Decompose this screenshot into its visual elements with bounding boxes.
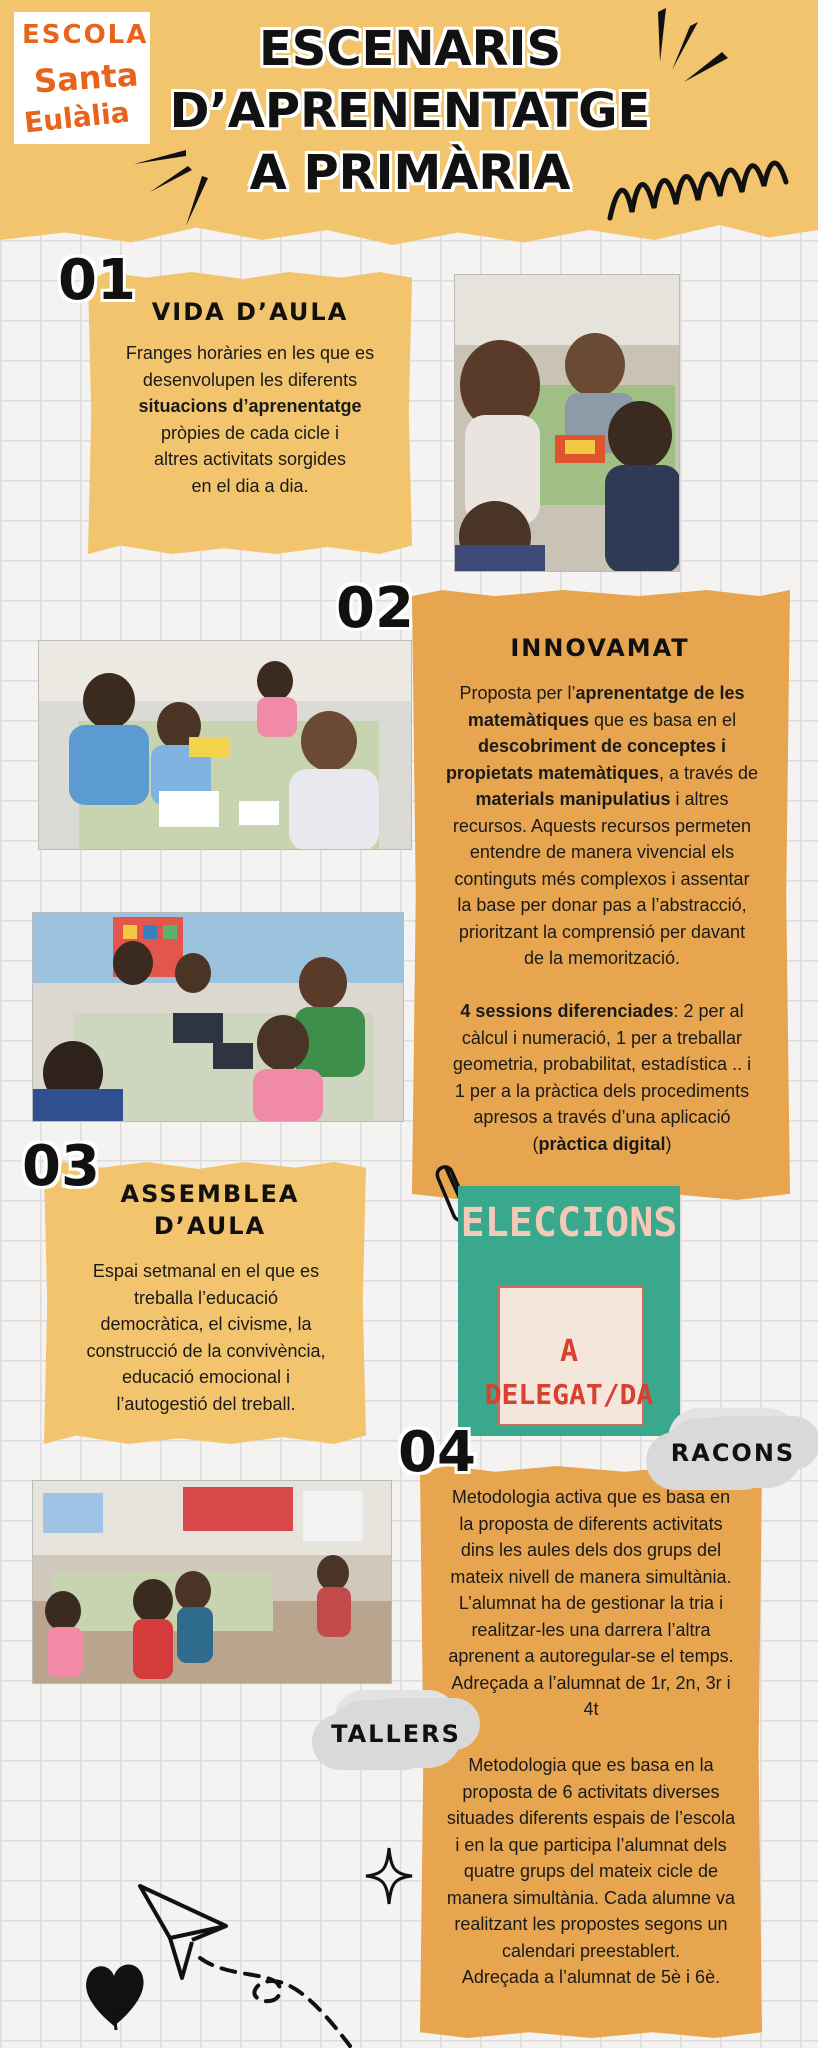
text-line: Adreçada a l’alumnat de 5è i 6è. xyxy=(461,1967,721,1987)
text-line: proposta de 6 activitats diverses xyxy=(462,1781,720,1802)
section-number-02: 02 xyxy=(336,576,414,641)
logo-line-1: ESCOLA xyxy=(22,20,149,50)
text-line xyxy=(424,680,780,707)
paper-plane-icon xyxy=(130,1880,370,2048)
text-span: , a través de xyxy=(659,762,759,783)
text-span-bold: propietats matemàtiques xyxy=(445,762,659,783)
text-line: apresos a través d’una aplicació xyxy=(473,1107,731,1127)
spark-lines-icon xyxy=(650,6,740,86)
text-line: Franges horàries en les que es xyxy=(125,343,375,363)
text-line: educació emocional i xyxy=(121,1367,291,1387)
text-line: entendre de manera vivencial els xyxy=(469,842,735,862)
title-line-1: ESCENARIS xyxy=(258,21,562,77)
spacer xyxy=(424,972,780,999)
school-logo xyxy=(14,12,150,144)
text-line: construcció de la convivència, xyxy=(86,1340,326,1361)
tallers-text xyxy=(426,1752,756,1991)
text-span-bold: pràctica digital xyxy=(538,1133,666,1154)
photo-classroom-innovamat xyxy=(38,640,412,850)
text-span-bold: matemàtiques xyxy=(467,709,589,730)
text-line: manera simultània. Cada alumne va xyxy=(446,1887,736,1908)
title-line: D’AULA xyxy=(153,1212,267,1240)
text-line xyxy=(424,707,780,734)
text-line: càlcul i numeració, 1 per a treballar xyxy=(461,1027,743,1048)
text-span: i altres xyxy=(670,789,729,809)
text-line: realitzant les propostes segons un xyxy=(454,1914,728,1934)
eleccions-poster xyxy=(458,1186,680,1436)
section-vida-aula-text xyxy=(92,340,408,499)
text-line: situades diferents espais de l’escola xyxy=(446,1808,736,1828)
text-line-bold: situacions d’aprenentatge xyxy=(138,396,362,416)
text-line: mateix nivell de manera simultània. xyxy=(450,1566,732,1587)
text-line: geometria, probabilitat, estadística .. i xyxy=(452,1054,752,1074)
text-line: prioritzant la comprensió per davant xyxy=(458,921,746,942)
text-line: treballa l’educació xyxy=(133,1287,279,1308)
text-line: l’autogestió del treball. xyxy=(116,1393,296,1414)
logo-line-3: Eulàlia xyxy=(22,95,132,140)
text-line: dins les aules dels dos grups del xyxy=(460,1540,722,1560)
text-line: desenvolupen les diferents xyxy=(142,369,358,390)
text-line: aprenent a autoregular-se el temps. xyxy=(448,1646,734,1666)
text-line: la base per donar pas a l’abstracció, xyxy=(457,895,747,915)
photo-classroom-digital xyxy=(32,912,404,1122)
tallers-cloud-label: TALLERS xyxy=(330,1700,462,1768)
text-span: que es basa en el xyxy=(588,709,737,730)
photo-students-manipulatives xyxy=(454,274,680,572)
section-title-assemblea xyxy=(60,1178,360,1242)
text-line xyxy=(424,786,780,813)
text-span-bold: aprenentatge de les xyxy=(575,683,745,703)
text-span-bold: materials manipulatius xyxy=(475,789,671,809)
text-line xyxy=(424,733,780,760)
page-title xyxy=(150,18,670,204)
text-line: calendari preestablert. xyxy=(501,1940,681,1961)
text-line: Espai setmanal en el que es xyxy=(92,1261,320,1281)
text-line: altres activitats sorgides xyxy=(153,449,347,469)
section-assemblea-text xyxy=(48,1258,364,1417)
title-line-3: A PRIMÀRIA xyxy=(249,145,571,201)
text-line: de la memorització. xyxy=(523,948,681,968)
text-line: realitzar-les una darrera l’altra xyxy=(471,1619,711,1640)
text-line: la proposta de diferents activitats xyxy=(459,1513,723,1534)
section-title-innovamat: INNOVAMAT xyxy=(510,634,690,662)
racons-cloud-label: RACONS xyxy=(664,1418,802,1488)
text-line: quatre grups del mateix cicle de xyxy=(463,1861,719,1881)
text-line: democràtica, el civisme, la xyxy=(100,1314,312,1334)
sparkle-icon xyxy=(364,1846,414,1906)
text-line: recursos. Aquests recursos permeten xyxy=(452,815,752,836)
zigzag-icon xyxy=(604,152,804,232)
text-line: L’alumnat ha de gestionar la tria i xyxy=(458,1593,724,1613)
section-innovamat-text xyxy=(424,680,780,1157)
logo-line-2: Santa xyxy=(32,55,140,101)
heart-icon xyxy=(80,1950,150,2030)
text-line: i en la que participa l’alumnat dels xyxy=(455,1834,727,1855)
text-line xyxy=(424,998,780,1025)
title-line: ASSEMBLEA xyxy=(120,1180,300,1208)
spark-lines-left-icon xyxy=(130,140,210,230)
racons-text xyxy=(426,1484,756,1723)
section-number-01: 01 xyxy=(58,248,136,313)
text-span: ( xyxy=(532,1133,539,1154)
section-number-03: 03 xyxy=(22,1134,100,1199)
text-line: en el dia a dia. xyxy=(191,475,309,496)
text-line: Metodologia que es basa en la xyxy=(468,1755,714,1775)
section-number-04: 04 xyxy=(398,1420,476,1485)
text-span-bold: descobriment de conceptes i xyxy=(477,736,727,756)
text-span: : 2 per al xyxy=(673,1001,744,1021)
text-line: Metodologia activa que es basa en xyxy=(451,1487,731,1507)
section-title-vida-aula: VIDA D’AULA xyxy=(151,298,349,326)
text-line: pròpies de cada cicle i xyxy=(160,422,340,443)
title-line-2: D’APRENENTATGE xyxy=(169,83,651,139)
text-span-bold: 4 sessions diferenciades xyxy=(460,1001,674,1021)
text-span: Proposta per l’ xyxy=(459,683,576,703)
text-line: continguts més complexos i assentar xyxy=(454,868,750,889)
text-span: ) xyxy=(665,1133,672,1154)
poster-text-delegat: DELEGAT/DA xyxy=(484,1378,654,1411)
text-line: Adreçada a l’alumnat de 1r, 2n, 3r i xyxy=(451,1672,731,1693)
poster-title: ELECCIONS xyxy=(460,1200,678,1246)
photo-classroom-racons xyxy=(32,1480,392,1684)
poster-text-a: A xyxy=(559,1334,579,1369)
text-line: 4t xyxy=(583,1699,599,1719)
text-line xyxy=(424,760,780,787)
text-line: 1 per a la pràctica dels procediments xyxy=(454,1080,750,1101)
